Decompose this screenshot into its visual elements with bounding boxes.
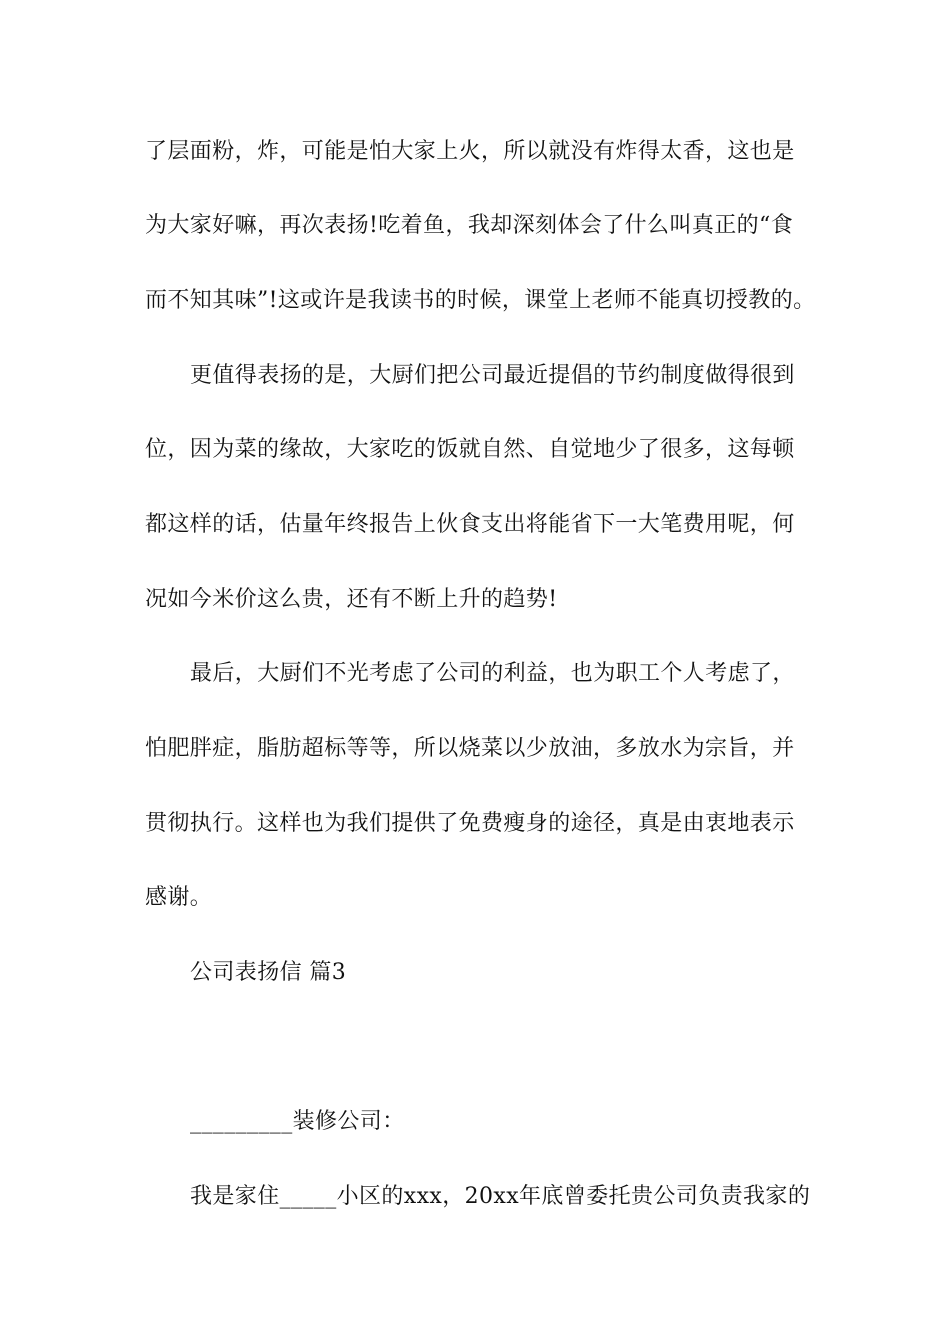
text-line: 了层面粉，炸，可能是怕大家上火，所以就没有炸得太香，这也是 xyxy=(145,139,795,164)
text-line: 怕肥胖症，脂肪超标等等，所以烧菜以少放油，多放水为宗旨，并 xyxy=(145,736,795,761)
text-line: 位，因为菜的缘故，大家吃的饭就自然、自觉地少了很多，这每顿 xyxy=(145,437,795,462)
text-line: 况如今米价这么贵，还有不断上升的趋势! xyxy=(145,587,558,612)
text-line: 而不知其味”!这或许是我读书的时候，课堂上老师不能真切授教的。 xyxy=(145,288,816,313)
text-line: 感谢。 xyxy=(145,885,213,910)
text-line: 贯彻执行。这样也为我们提供了免费瘦身的途径，真是由衷地表示 xyxy=(145,811,795,836)
text-line: 为大家好嘛，再次表扬!吃着鱼，我却深刻体会了什么叫真正的“食 xyxy=(145,213,794,238)
text-line: 我是家住_____小区的xxx，20xx年底曾委托贵公司负责我家的 xyxy=(190,1184,811,1209)
section-heading: 公司表扬信 篇3 xyxy=(190,960,347,985)
text-line: 都这样的话，估量年终报告上伙食支出将能省下一大笔费用呢，何 xyxy=(145,512,795,537)
text-line: 更值得表扬的是，大厨们把公司最近提倡的节约制度做得很到 xyxy=(190,363,795,388)
text-line: 最后，大厨们不光考虑了公司的利益，也为职工个人考虑了， xyxy=(190,661,795,686)
salutation-line: _________装修公司： xyxy=(190,1109,405,1134)
